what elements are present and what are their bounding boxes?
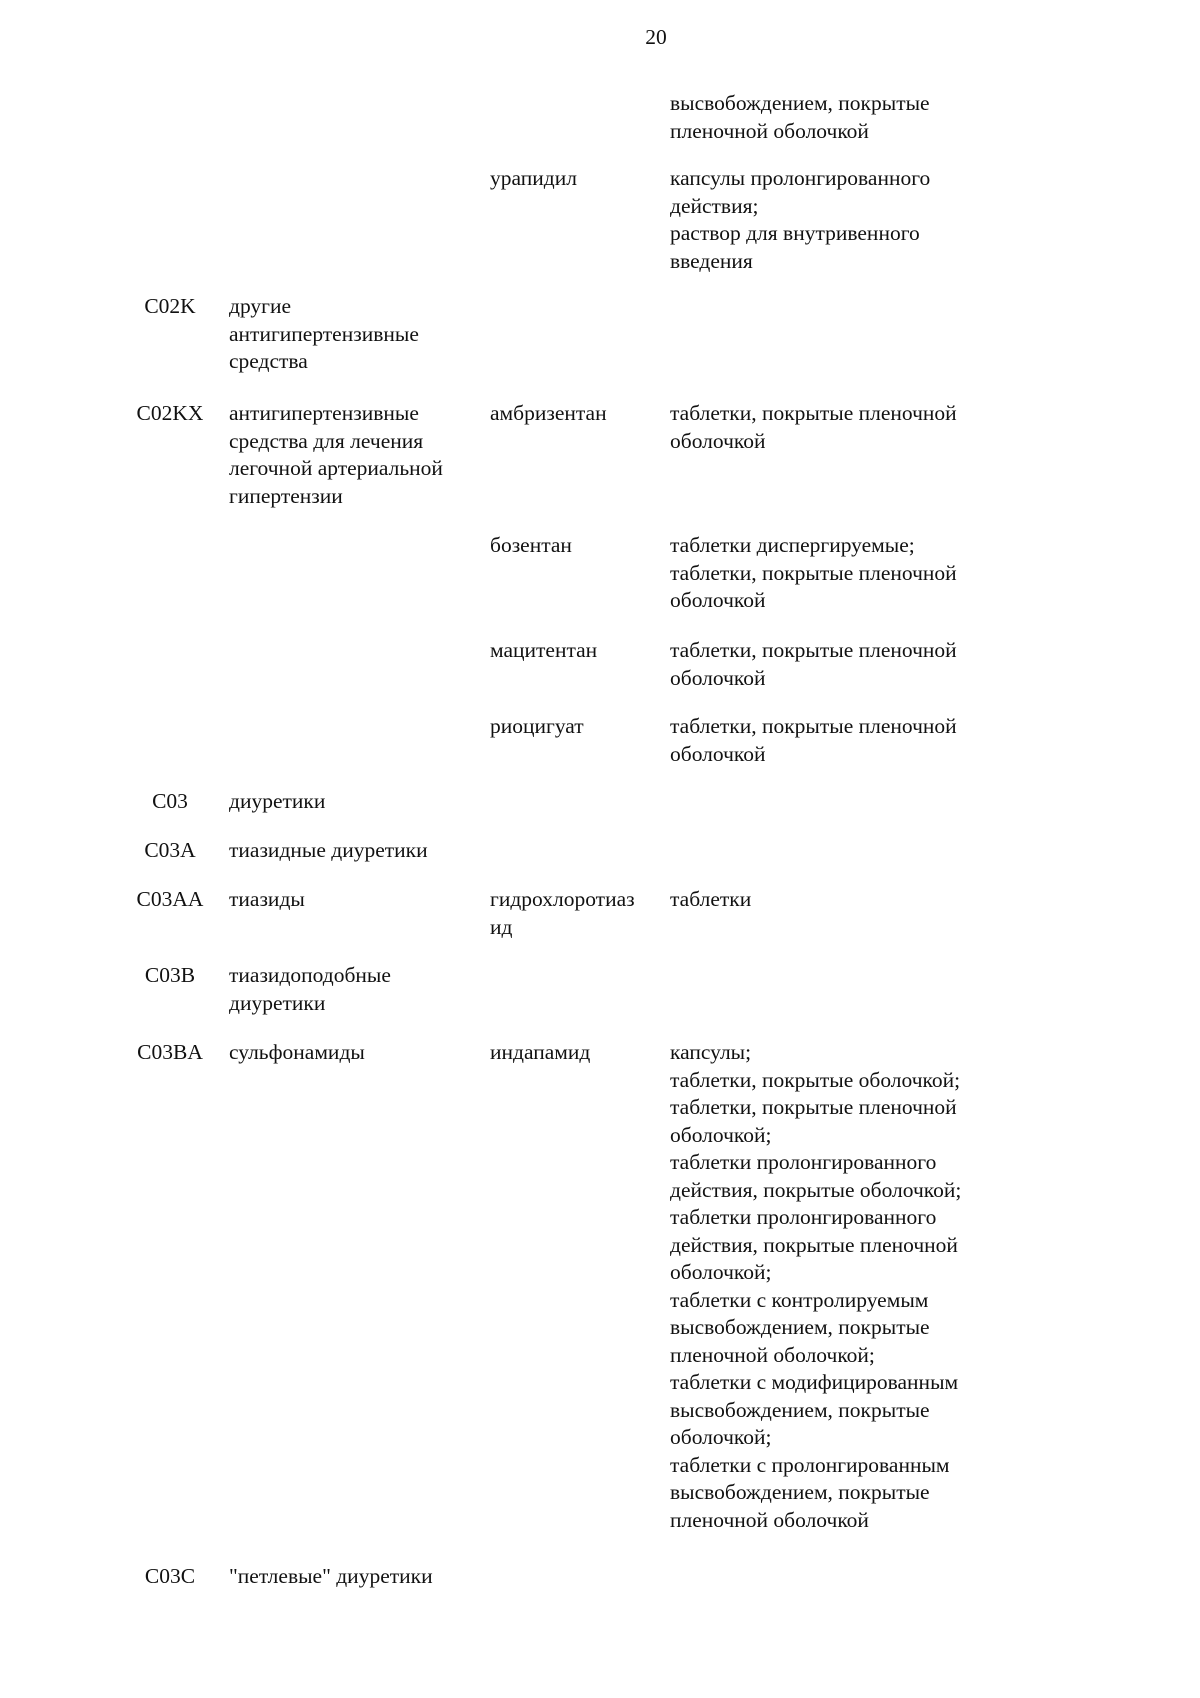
dosage-form: таблетки диспергируемые; таблетки, покрытые пленочной оболочкой [670, 533, 957, 612]
dosage-form: таблетки, покрытые пленочной оболочкой [670, 638, 957, 690]
drug-name: урапидил [490, 166, 577, 190]
atc-code: C03B [144, 963, 196, 987]
dosage-form: таблетки [670, 887, 752, 911]
atc-code: C03A [144, 838, 196, 862]
dosage-form: капсулы пролонгированного действия; раствор для внутривенного введения [670, 166, 931, 273]
dosage-form: высвобождением, покрытые пленочной оболочкой [670, 91, 930, 143]
group-name: другие антигипертензивные средства [229, 294, 419, 373]
group-name: тиазиды [229, 887, 305, 911]
drug-name: риоцигуат [490, 714, 584, 738]
drug-name: гидрохлоротиаз ид [490, 887, 635, 939]
drug-name: индапамид [490, 1040, 591, 1064]
atc-code: C03 [152, 789, 188, 813]
dosage-form: капсулы; таблетки, покрытые оболочкой; таблетки, покрытые пленочной оболочкой; таблетки пролонгированного действия, покрытые оболочкой; таблетки пролонгированного действия, покрытые пленочной оболочкой; таблетки с контролируемым высвобождением, покрытые пленочной оболочкой; таблетки с модифицированным высвобождением, покрытые оболочкой; таблетки с пролонгированным высвобождением, покрытые пленочной оболочкой [670, 1040, 962, 1532]
drug-name: мацитентан [490, 638, 598, 662]
group-name: антигипертензивные средства для лечения легочной артериальной гипертензии [229, 401, 443, 508]
atc-code: C02K [144, 294, 196, 318]
dosage-form: таблетки, покрытые пленочной оболочкой [670, 401, 957, 453]
atc-code: C03C [144, 1564, 196, 1588]
group-name: тиазидоподобные диуретики [229, 963, 391, 1015]
atc-code: C03BA [137, 1040, 203, 1064]
group-name: сульфонамиды [229, 1040, 365, 1064]
page-number: 20 [645, 25, 667, 49]
atc-code: C02KX [136, 401, 204, 425]
dosage-form: таблетки, покрытые пленочной оболочкой [670, 714, 957, 766]
group-name: тиазидные диуретики [229, 838, 428, 862]
group-name: "петлевые" диуретики [229, 1564, 433, 1588]
group-name: диуретики [229, 789, 326, 813]
drug-name: амбризентан [490, 401, 607, 425]
drug-name: бозентан [490, 533, 572, 557]
atc-code: C03AA [136, 887, 204, 911]
